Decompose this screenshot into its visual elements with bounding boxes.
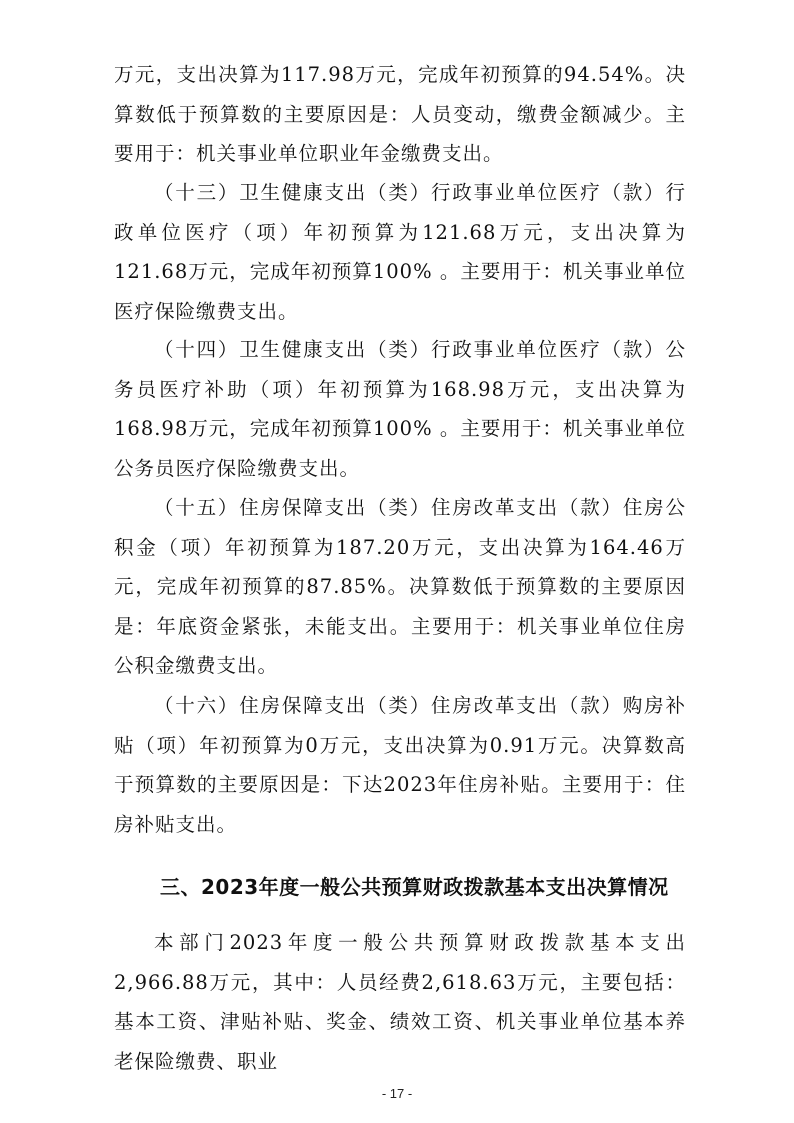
section-heading: 三、2023年度一般公共预算财政拨款基本支出决算情况 bbox=[160, 875, 669, 899]
paragraph-item-13: （十三）卫生健康支出（类）行政事业单位医疗（款）行政单位医疗（项）年初预算为121.68万元，支出决算为121.68万元，完成年初预算100% 。主要用于：机关事业单位医疗保险缴费支出。 bbox=[114, 181, 686, 323]
paragraph-pension-annuity: 万元，支出决算为117.98万元，完成年初预算的94.54%。决算数低于预算数的主要原因是：人员变动，缴费金额减少。主要用于：机关事业单位职业年金缴费支出。 bbox=[114, 63, 686, 166]
paragraph-item-14: （十四）卫生健康支出（类）行政事业单位医疗（款）公务员医疗补助（项）年初预算为168.98万元，支出决算为168.98万元，完成年初预算100% 。主要用于：机关事业单位公务员医疗保险缴费支出。 bbox=[114, 338, 686, 480]
paragraph-basic-expenditure: 本部门2023年度一般公共预算财政拨款基本支出2,966.88万元，其中：人员经费2,618.63万元，主要包括：基本工资、津贴补贴、奖金、绩效工资、机关事业单位基本养老保险缴费、职业 bbox=[114, 931, 686, 1073]
paragraph-item-16: （十六）住房保障支出（类）住房改革支出（款）购房补贴（项）年初预算为0万元，支出决算为0.91万元。决算数高于预算数的主要原因是：下达2023年住房补贴。主要用于：住房补贴支出。 bbox=[114, 694, 686, 836]
page-number: - 17 - bbox=[381, 1086, 413, 1101]
paragraph-item-15: （十五）住房保障支出（类）住房改革支出（款）住房公积金（项）年初预算为187.20万元，支出决算为164.46万元，完成年初预算的87.85%。决算数低于预算数的主要原因是：年底资金紧张，未能支出。主要用于：机关事业单位住房公积金缴费支出。 bbox=[114, 496, 686, 678]
